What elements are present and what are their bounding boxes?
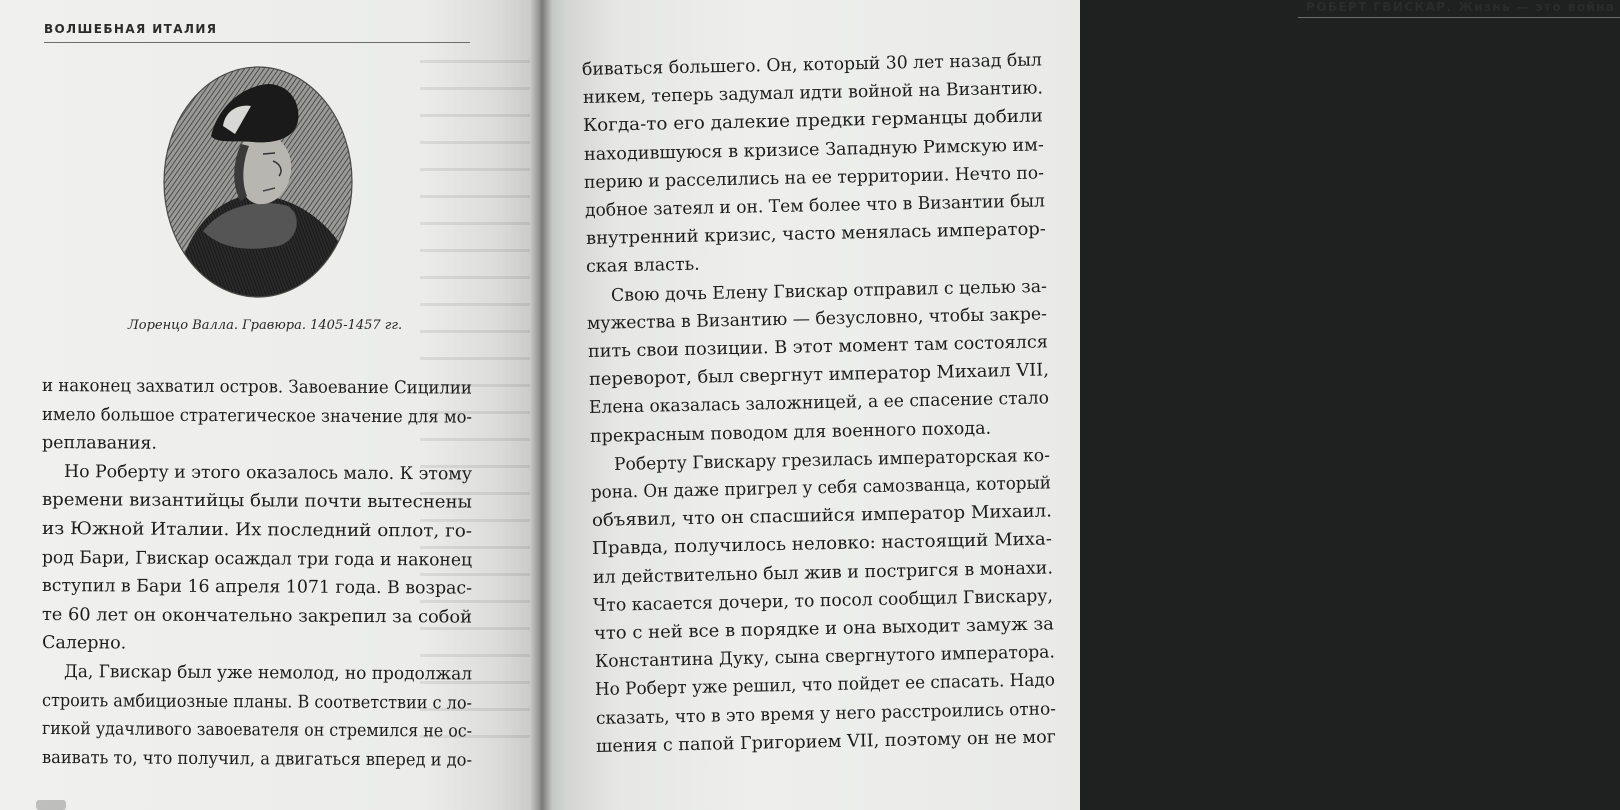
text-line: имело большое стратегическое значение для мо- bbox=[41, 404, 473, 428]
text-line: те 60 лет он окончательно закрепил за собой bbox=[41, 604, 473, 628]
text-line: Что касается дочери, то посол сообщил Гвискару, bbox=[593, 586, 1054, 616]
book-gutter bbox=[530, 0, 552, 810]
text-line: внутренний кризис, часто менялась император- bbox=[585, 219, 1046, 250]
text-line: Но Роберт уже решил, что пойдет ее спасать. Надо bbox=[594, 670, 1056, 701]
text-line: ская власть. bbox=[585, 255, 701, 278]
figure-caption: Лоренцо Валла. Гравюра. 1405-1457 гг. bbox=[127, 318, 403, 333]
text-line: никем, теперь задумал идти войной на Византию. bbox=[582, 78, 1043, 109]
page-number-left bbox=[36, 800, 66, 810]
text-line: перию и расселились на ее территории. Нечто по- bbox=[584, 163, 1045, 193]
text-line: что с ней все в порядке и она выходит замуж за bbox=[593, 614, 1055, 644]
text-line: объявил, что он спасшийся император Михаил. bbox=[591, 501, 1052, 532]
text-line: Салерно. bbox=[41, 633, 127, 654]
text-line: ваивать то, что получил, а двигаться вперед и до- bbox=[41, 747, 473, 771]
portrait-engraving bbox=[163, 66, 353, 298]
text-line: прекрасным поводом для военного похода. bbox=[589, 418, 992, 447]
right-page bbox=[540, 0, 1616, 810]
text-line: шения с папой Григорием VII, поэтому он не мог bbox=[596, 727, 1057, 757]
left-page bbox=[0, 0, 540, 810]
text-line: сказать, что в это время у него расстроились отно- bbox=[595, 698, 1056, 729]
text-line: гикой удачливого завоевателя он стремился не ос- bbox=[41, 719, 473, 742]
running-head-left: ВОЛШЕБНАЯ ИТАЛИЯ bbox=[44, 22, 218, 36]
text-line: времени византийцы были почти вытеснены bbox=[41, 490, 473, 514]
text-line: Роберту Гвискару грезилась императорская ко- bbox=[614, 445, 1051, 475]
text-line: Елена оказалась заложницей, а ее спасение стало bbox=[588, 388, 1050, 419]
header-rule-left bbox=[44, 42, 470, 43]
text-line: из Южной Италии. Их последний оплот, го- bbox=[41, 519, 473, 542]
text-line: рона. Он даже пригрел у себя самозванца, который bbox=[590, 473, 1052, 503]
text-line: мужества в Византию — безусловно, чтобы закре- bbox=[587, 304, 1048, 334]
text-line: Константина Дуку, сына свергнутого императора. bbox=[594, 642, 1055, 673]
text-line: находившуюся в кризисе Западную Римскую им- bbox=[583, 134, 1044, 165]
text-line: реплавания. bbox=[41, 433, 158, 454]
running-head-right: РОБЕРТ ГВИСКАР. Жизнь — это война bbox=[1306, 0, 1616, 14]
header-rule-right bbox=[1298, 17, 1620, 18]
text-line: пить свои позиции. В этот момент там состоялся bbox=[587, 332, 1049, 362]
text-line: вступил в Бари 16 апреля 1071 года. В возрас- bbox=[41, 576, 473, 599]
text-line: биваться большего. Он, который 30 лет назад был bbox=[581, 50, 1043, 80]
text-line: и наконец захватил остров. Завоевание Сицилии bbox=[41, 376, 473, 399]
text-line: переворот, был свергнут император Михаил VII, bbox=[588, 360, 1049, 391]
text-line: Да, Гвискар был уже немолод, но продолжал bbox=[63, 662, 473, 685]
text-line: Когда-то его далекие предки германцы добили bbox=[582, 106, 1044, 137]
text-line: ил действительно был жив и постригся в монахи. bbox=[592, 557, 1053, 588]
text-line: Правда, получилось неловко: настоящий Миха- bbox=[591, 529, 1053, 560]
text-line: Свою дочь Елену Гвискар отправил с целью за- bbox=[610, 276, 1047, 306]
text-line: род Бари, Гвискар осаждал три года и наконец bbox=[41, 547, 473, 571]
text-line: строить амбициозные планы. В соответствии с ло- bbox=[41, 690, 473, 714]
text-line: Но Роберту и этого оказалось мало. К этому bbox=[63, 461, 473, 485]
text-line: добное затеял и он. Тем более что в Византии был bbox=[584, 191, 1046, 221]
